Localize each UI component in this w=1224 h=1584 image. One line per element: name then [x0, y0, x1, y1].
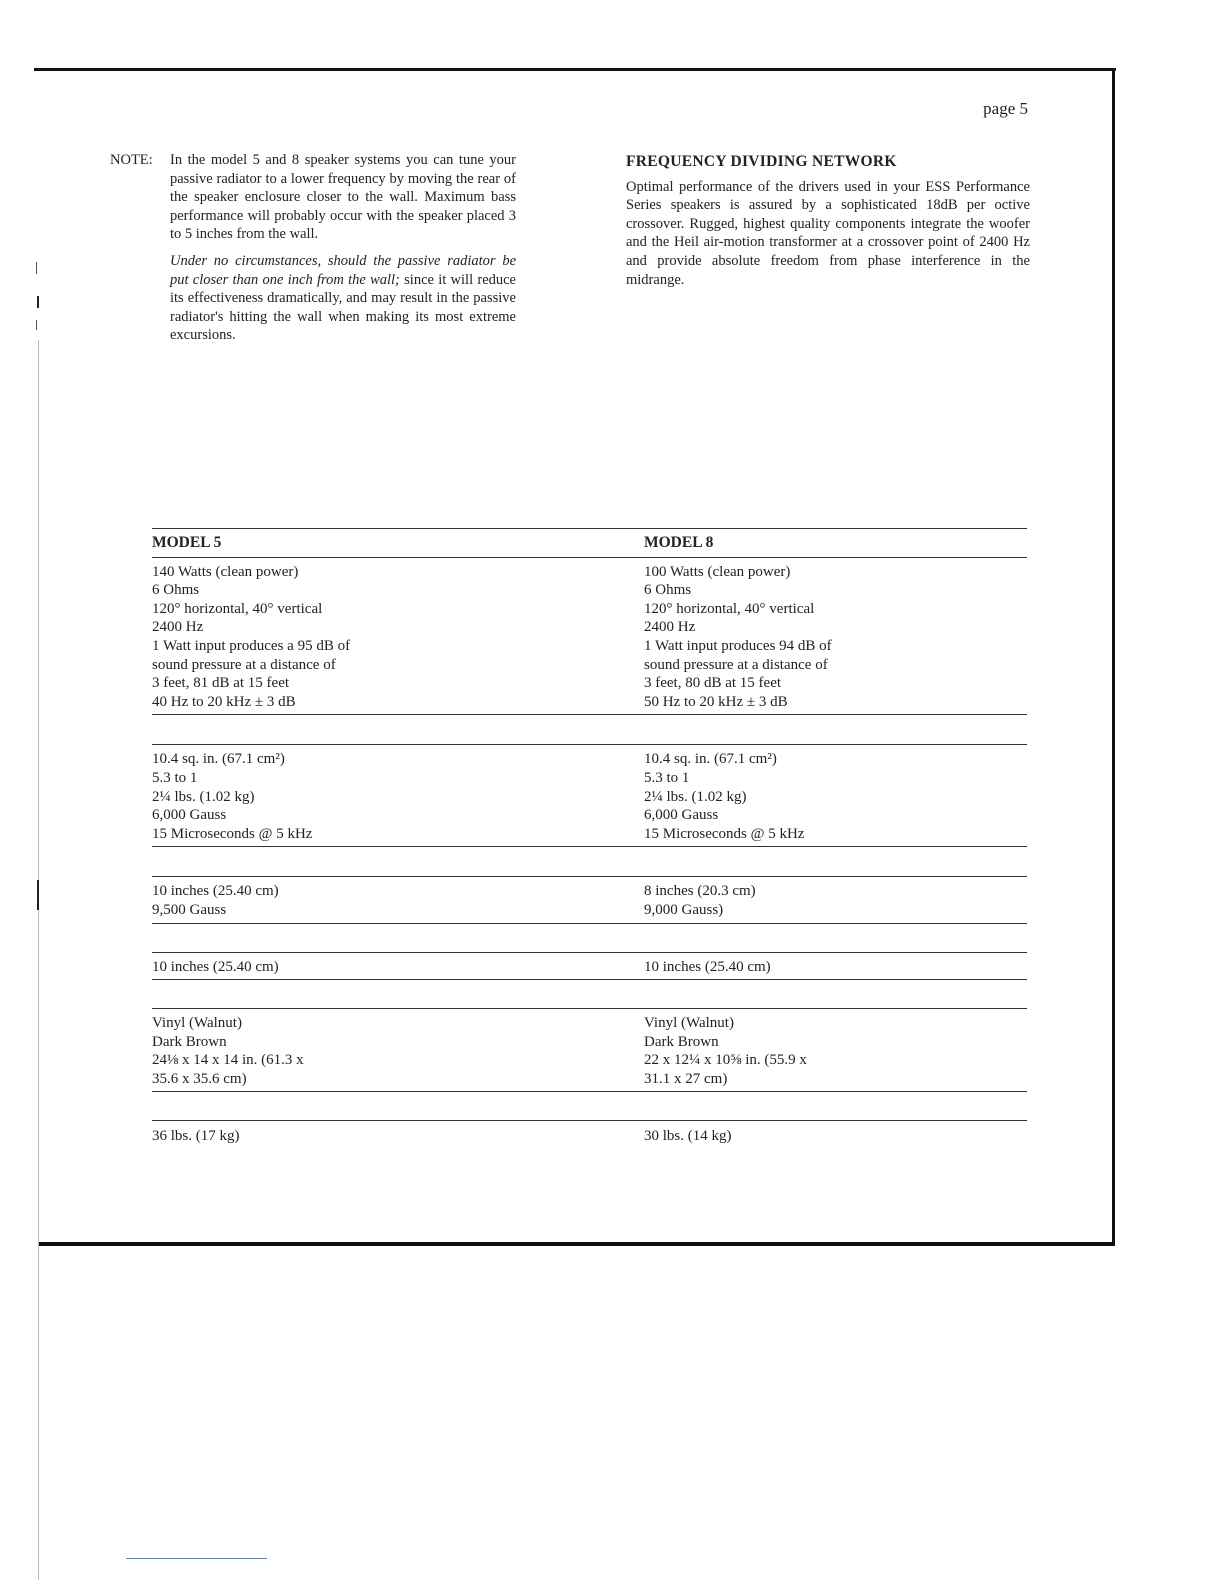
spec-value: 40 Hz to 20 kHz ± 3 dB — [152, 693, 296, 710]
spec-value: 31.1 x 27 cm) — [644, 1070, 728, 1087]
spec-value: Vinyl (Walnut) — [644, 1015, 734, 1032]
note-warning-rest: since it will reduce its effectiveness dramatically, and may result in the passive radiator's hitting the wall when making its most extreme excursions. — [170, 271, 516, 344]
spec-value: 2¼ lbs. (1.02 kg) — [152, 788, 255, 805]
spec-value: 6 Ohms — [152, 582, 200, 599]
spec-value: 10 inches (25.40 cm) — [152, 958, 279, 975]
spec-group-system — [152, 558, 1027, 716]
model-8-cell — [644, 563, 1027, 712]
model-8-cell — [644, 1014, 1027, 1088]
spec-value: 9,500 Gauss — [152, 901, 227, 918]
spec-value: 3 feet, 80 dB at 15 feet — [644, 675, 782, 692]
note-warning-italic: Under no circumstances, should the passive radiator be put closer than one inch from the wall; — [170, 252, 516, 288]
network-heading: FREQUENCY DIVIDING NETWORK — [626, 153, 897, 170]
spec-value: 2400 Hz — [644, 619, 696, 636]
spec-value: 5.3 to 1 — [644, 769, 690, 786]
model-5-heading: MODEL 5 — [152, 534, 222, 551]
footer-line — [126, 1558, 267, 1559]
spec-value: 24⅛ x 14 x 14 in. (61.3 x — [152, 1052, 304, 1069]
model-8-cell — [644, 1127, 1027, 1146]
spec-value: 2¼ lbs. (1.02 kg) — [644, 788, 747, 805]
scan-edge-line — [38, 340, 39, 1580]
spec-group-tweeter — [152, 744, 1027, 847]
network-section — [626, 153, 1030, 289]
frame-top-rule — [34, 68, 1116, 71]
page-number: page 5 — [983, 99, 1028, 118]
spec-value: sound pressure at a distance of — [644, 656, 828, 673]
spec-value: 10 inches (25.40 cm) — [152, 883, 279, 900]
model-5-cell — [152, 563, 644, 712]
spec-value: 30 lbs. (14 kg) — [644, 1128, 732, 1145]
spec-value: 9,000 Gauss) — [644, 901, 724, 918]
note-paragraph: In the model 5 and 8 speaker systems you can tune your passive radiator to a lower frequency by moving the rear of the speaker enclosure closer to the wall. Maximum bass performance will probably occur with the speaker placed 3 to 5 inches from the wall. — [170, 152, 516, 243]
spec-value: Dark Brown — [644, 1033, 719, 1050]
frame-right-rule — [1112, 68, 1115, 1246]
spec-value: 8 inches (20.3 cm) — [644, 883, 756, 900]
model-8-cell — [644, 750, 1027, 843]
spec-value: 1 Watt input produces 94 dB of — [644, 637, 832, 654]
spec-value: 100 Watts (clean power) — [644, 563, 791, 580]
spec-group-cabinet — [152, 1008, 1027, 1092]
spec-value: 36 lbs. (17 kg) — [152, 1128, 240, 1145]
spec-group-passive-radiator — [152, 952, 1027, 981]
note-body — [170, 151, 516, 345]
spec-value: 22 x 12¼ x 10⅝ in. (55.9 x — [644, 1052, 807, 1069]
model-8-cell — [644, 958, 1027, 977]
spec-value: 120° horizontal, 40° vertical — [644, 600, 815, 617]
frame-bottom-rule — [38, 1242, 1115, 1246]
scan-mark — [37, 296, 39, 308]
spec-value: 2400 Hz — [152, 619, 204, 636]
spec-value: 3 feet, 81 dB at 15 feet — [152, 675, 290, 692]
spec-table-header — [152, 528, 1027, 558]
spec-value: 140 Watts (clean power) — [152, 563, 299, 580]
model-5-cell — [152, 750, 644, 843]
model-5-cell — [152, 882, 644, 919]
model-5-cell — [152, 1014, 644, 1088]
spec-value: 50 Hz to 20 kHz ± 3 dB — [644, 693, 788, 710]
spec-value: 6,000 Gauss — [644, 807, 719, 824]
scan-mark — [36, 262, 37, 274]
spec-value: 10.4 sq. in. (67.1 cm²) — [644, 751, 777, 768]
spec-value: 35.6 x 35.6 cm) — [152, 1070, 247, 1087]
model-8-heading: MODEL 8 — [644, 534, 714, 551]
scan-mark — [36, 320, 37, 330]
spec-value: 5.3 to 1 — [152, 769, 198, 786]
spec-value: 120° horizontal, 40° vertical — [152, 600, 323, 617]
scan-mark — [37, 880, 39, 910]
spec-value: 15 Microseconds @ 5 kHz — [152, 825, 313, 842]
model-5-cell — [152, 1127, 644, 1146]
spec-value: Dark Brown — [152, 1033, 227, 1050]
network-body: Optimal performance of the drivers used in your ESS Performance Series speakers is assured by a sophisticated 18dB per octive crossover. Rugged, highest quality components integrate the woofer and the Heil air-motion transformer at a crossover point of 2400 Hz and provide absolute freedom from phase interference in the midrange. — [626, 178, 1030, 288]
spec-group-weight — [152, 1120, 1027, 1146]
model-8-cell — [644, 882, 1027, 919]
spec-value: Vinyl (Walnut) — [152, 1015, 242, 1032]
spec-value: 6 Ohms — [644, 582, 692, 599]
note-block — [110, 151, 516, 353]
spec-value: 10.4 sq. in. (67.1 cm²) — [152, 751, 285, 768]
spec-value: 1 Watt input produces a 95 dB of — [152, 637, 351, 654]
spec-table — [152, 528, 1027, 1146]
spec-group-woofer — [152, 876, 1027, 923]
note-label: NOTE: — [110, 152, 153, 168]
spec-value: 10 inches (25.40 cm) — [644, 958, 771, 975]
spec-value: 6,000 Gauss — [152, 807, 227, 824]
spec-value: 15 Microseconds @ 5 kHz — [644, 825, 805, 842]
spec-value: sound pressure at a distance of — [152, 656, 336, 673]
note-paragraph-warning — [170, 252, 516, 345]
model-5-cell — [152, 958, 644, 977]
